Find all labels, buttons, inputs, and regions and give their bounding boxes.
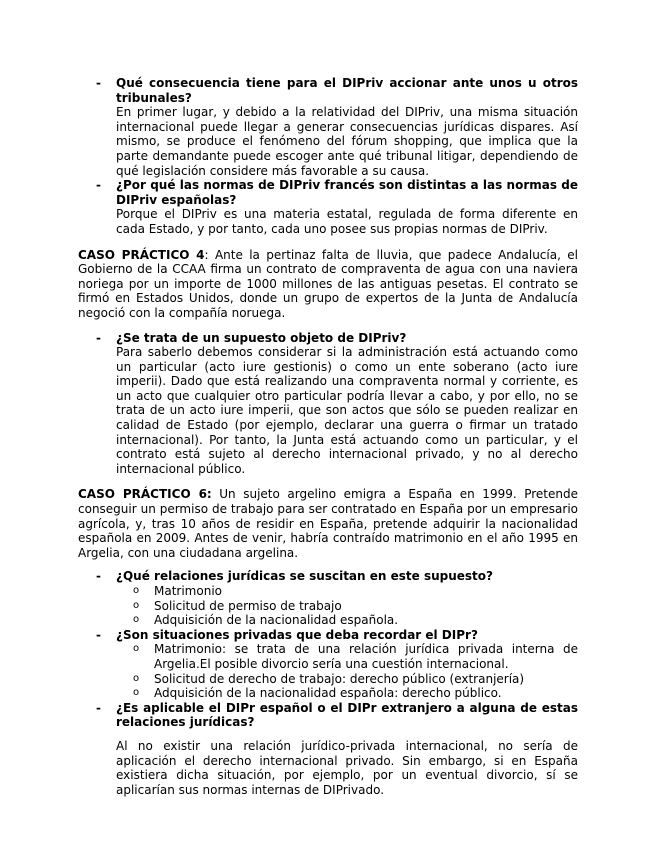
- circle-bullet: o: [133, 643, 140, 655]
- circle-bullet: o: [133, 585, 140, 596]
- case-6-label: CASO PRÁCTICO 6:: [78, 487, 212, 502]
- dash-bullet: -: [96, 700, 101, 715]
- dash-bullet: -: [96, 76, 101, 90]
- case-4-label: CASO PRÁCTICO 4: [78, 247, 205, 262]
- circle-bullet: o: [133, 687, 140, 699]
- answer-normas-frances: Porque el DIPriv es una materia estatal, regulada de forma diferente en cada Estado, y por tanto, cada uno posee sus propias normas de DIPriv.: [116, 207, 578, 236]
- circle-bullet: o: [133, 599, 140, 611]
- dash-bullet: -: [96, 569, 101, 584]
- case-4-paragraph: [78, 248, 578, 321]
- question-item-relaciones: [78, 569, 578, 584]
- list-item: o Matrimonio: [133, 584, 222, 598]
- dash-bullet: -: [96, 330, 101, 345]
- list-item: o Matrimonio: se trata de una relación jurídica privada interna de Argelia.El posible divorcio sería una cuestión internacional.: [133, 642, 578, 671]
- relaciones-sublist: [78, 584, 578, 628]
- case-6-paragraph: [78, 487, 578, 560]
- question-relaciones: ¿Qué relaciones jurídicas se suscitan en este supuesto?: [116, 569, 493, 584]
- list-item: o Adquisición de la nacionalidad española.: [133, 613, 399, 628]
- answer-supuesto-objeto: Para saberlo debemos considerar si la administración está actuando como un particular (acto iure gestionis) o como un ente soberano (acto iure imperii). Dado que está realizando una compraventa normal y corriente, es un acto que cualquier otro particular podría llevar a cabo, y por ello, no se trata de un acto iure imperii, que son actos que sólo se pueden realizar en calidad de Estado (por ejemplo, declarar una guerra o firmar un tratado internacional). Por tanto, la Junta está actuando como un particular, y el contrato está sujeto al derecho internacional privado, y no al derecho internacional público.: [116, 345, 578, 476]
- list-item: o Solicitud de derecho de trabajo: derecho público (extranjería): [133, 671, 525, 686]
- question-situaciones-privadas: ¿Son situaciones privadas que deba recordar el DIPr?: [116, 627, 478, 642]
- question-consecuencia: Qué consecuencia tiene para el DIPriv accionar ante unos u otros tribunales?: [116, 76, 578, 105]
- circle-bullet: o: [133, 614, 140, 626]
- answer-consecuencia: En primer lugar, y debido a la relatividad del DIPriv, una misma situación internacional puede llegar a generar consecuencias jurídicas dispares. Así mismo, se produce el fenómeno del fórum shopping, que implica que la parte demandante puede escoger ante qué tribunal litigar, dependiendo de qué legislación considere más favorable a su causa.: [116, 105, 578, 178]
- question-item-situaciones-privadas: [78, 628, 578, 643]
- question-supuesto-objeto: ¿Se trata de un supuesto objeto de DIPriv?: [116, 330, 407, 345]
- circle-bullet: o: [133, 672, 140, 684]
- case-4-text: : Ante la pertinaz falta de lluvia, que padece Andalucía, el Gobierno de la CCAA firma un contrato de compraventa de agua con una naviera noriega por un importe de 1000 millones de las antiguas pesetas. El contrato se firmó en Estados Unidos, donde un grupo de expertos de la Junta de Andalucía negoció con la compañía noruega.: [78, 247, 578, 320]
- question-item-aplicable: [78, 701, 578, 798]
- list-item: o Solicitud de permiso de trabajo: [133, 598, 342, 613]
- dash-bullet: -: [96, 178, 101, 193]
- question-item-consecuencia: [78, 76, 578, 178]
- dash-bullet: -: [96, 627, 101, 642]
- case-6-text: Un sujeto argelino emigra a España en 1999. Pretende conseguir un permiso de trabajo para ser contratado en España por un empresario agrícola, y, tras 10 años de residir en España, pretende adquirir la nacionalidad española en 2009. Antes de venir, habría contraído matrimonio en el año 1995 en Argelia, con una ciudadana argelina.: [78, 487, 578, 560]
- answer-aplicable: Al no existir una relación jurídico-privada internacional, no sería de aplicación el derecho internacional privado. Sin embargo, si en España existiera dicha situación, por ejemplo, por un eventual divorcio, sí se aplicarían sus normas internas de DIPrivado.: [116, 738, 578, 797]
- question-aplicable: ¿Es aplicable el DIPr español o el DIPr extranjero a alguna de estas relaciones jurídicas?: [116, 700, 578, 730]
- list-item: o Adquisición de la nacionalidad española: derecho público.: [133, 686, 502, 701]
- question-item-supuesto-objeto: [78, 331, 578, 477]
- question-normas-frances: ¿Por qué las normas de DIPriv francés son distintas a las normas de DIPriv españolas?: [116, 178, 578, 207]
- situaciones-sublist: [78, 642, 578, 700]
- question-item-normas-frances: [78, 178, 578, 236]
- document-page: [78, 76, 578, 797]
